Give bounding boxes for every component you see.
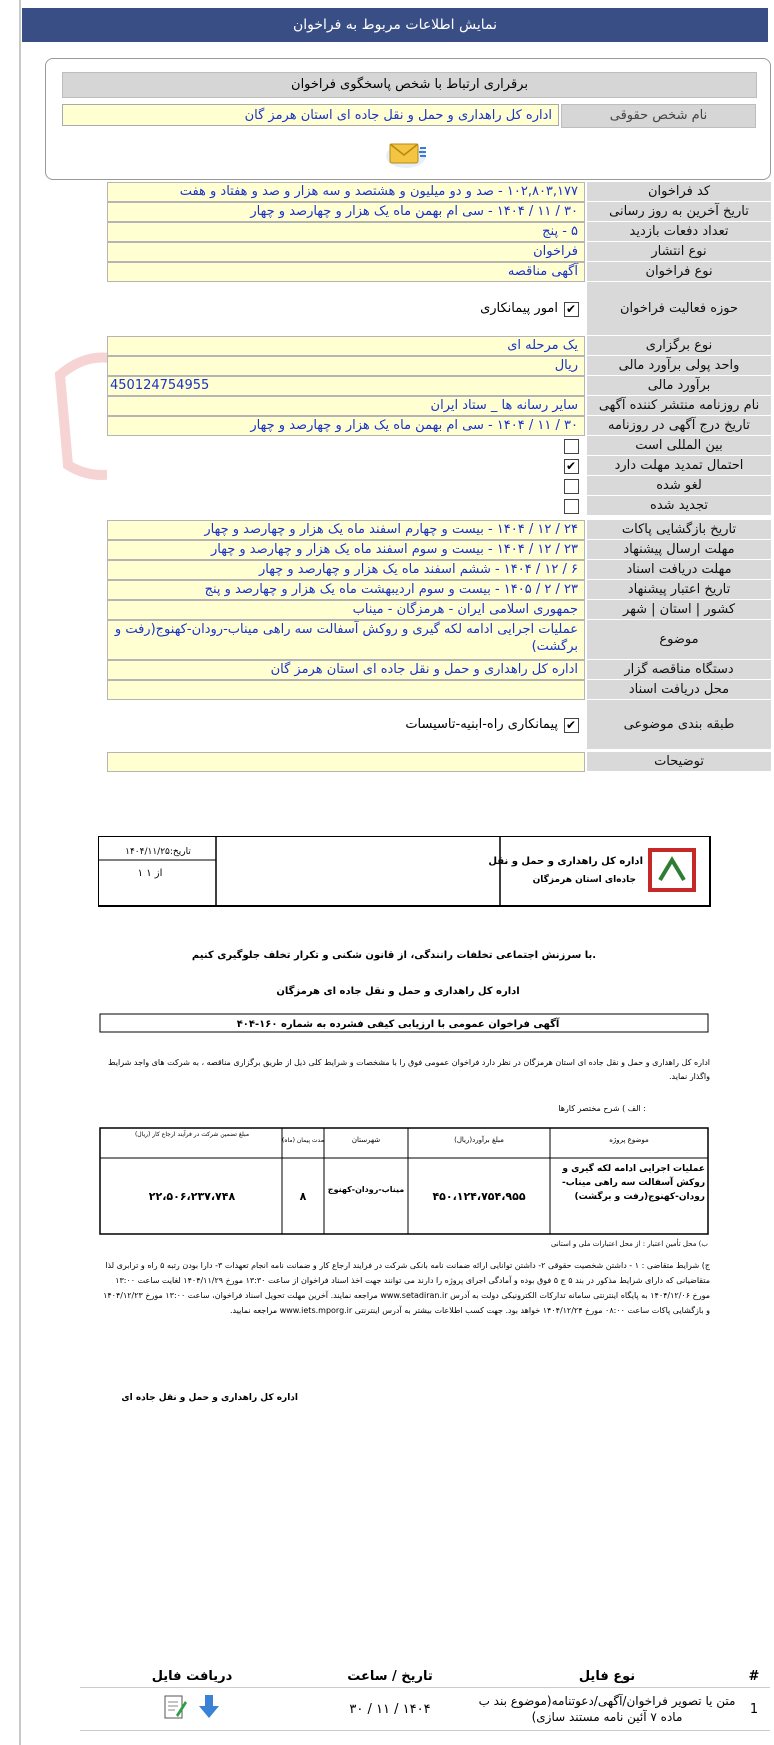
activity-checkbox[interactable] <box>564 302 579 317</box>
international-value <box>107 436 585 456</box>
doc-signature: اداره کل راهداری و حمل و نقل جاده ای <box>121 1393 298 1403</box>
validity-value: ۲۳ / ۲ / ۱۴۰۵ - بیست و سوم اردیبهشت ماه یک هزار و چهارصد و پنج <box>107 580 585 600</box>
description-label: توضیحات <box>587 752 771 772</box>
doc-th-subject: موضوع پروژه <box>609 1136 649 1144</box>
doc-page: ۱ از ۱ <box>137 868 163 879</box>
left-frame-border <box>19 0 21 1745</box>
doc-td-subject: عملیات اجرایی ادامه لکه گیری و روکش آسفالت سه راهی میناب-رودان-کهنوج(رفت و برگشت) <box>562 1164 705 1202</box>
files-table <box>80 1665 770 1731</box>
mail-icon[interactable] <box>384 138 428 173</box>
row-description <box>107 752 771 772</box>
row-extension <box>107 456 771 476</box>
row-cancelled <box>107 476 771 496</box>
activity-value <box>107 282 585 336</box>
international-checkbox[interactable] <box>564 439 579 454</box>
row-publish-type <box>107 242 771 262</box>
cancelled-checkbox[interactable] <box>564 479 579 494</box>
activity-text: امور پیمانکاری <box>480 301 558 316</box>
row-estimate <box>107 376 771 396</box>
organizer-value: اداره کل راهداری و حمل و نقل جاده ای استان هرمز گان <box>107 660 585 680</box>
doc-section-b: ب) محل تأمین اعتبار : از محل اعتبارات ملی و استانی <box>550 1240 708 1248</box>
doc-td-duration: ۸ <box>299 1190 307 1203</box>
files-th-type: نوع فایل <box>476 1665 738 1688</box>
doc-place-value <box>107 680 585 700</box>
cancelled-label: لغو شده <box>587 476 771 496</box>
doc-td-guarantee: ۲۲،۵۰۶،۲۳۷،۷۴۸ <box>148 1190 236 1203</box>
row-holding-type <box>107 336 771 356</box>
currency-value: ریال <box>107 356 585 376</box>
currency-label: واحد پولی برآورد مالی <box>587 356 771 376</box>
code-label: کد فراخوان <box>587 182 771 202</box>
description-value <box>107 752 585 772</box>
row-validity <box>107 580 771 600</box>
row-organizer <box>107 660 771 680</box>
row-last-update <box>107 202 771 222</box>
download-icon[interactable] <box>196 1693 222 1725</box>
renewed-value <box>107 496 585 516</box>
doc-org-line1: اداره کل راهداری و حمل و نقل <box>488 856 643 867</box>
estimate-value: 450124754955 <box>107 376 585 396</box>
doc-notice-title: آگهی فراخوان عمومی با ارزیابی کیفی فشرده به شماره ۱۶۰-۴۰۴ <box>236 1019 560 1030</box>
call-type-label: نوع فراخوان <box>587 262 771 282</box>
cancelled-value <box>107 476 585 496</box>
row-category <box>107 700 771 750</box>
renewed-label: تجدید شده <box>587 496 771 516</box>
doc-deadline-label: مهلت دریافت اسناد <box>587 560 771 580</box>
renewed-checkbox[interactable] <box>564 499 579 514</box>
activity-label: حوزه فعالیت فراخوان <box>587 282 771 336</box>
row-currency <box>107 356 771 376</box>
doc-th-city: شهرستان <box>351 1136 381 1144</box>
files-header-row <box>80 1665 770 1688</box>
row-doc-deadline <box>107 560 771 580</box>
row-subject <box>107 620 771 660</box>
opening-value: ۲۴ / ۱۲ / ۱۴۰۴ - بیست و چهارم اسفند ماه یک هزار و چهارصد و چهار <box>107 520 585 540</box>
contact-value: اداره کل راهداری و حمل و نقل جاده ای استان هرمز گان <box>62 104 559 126</box>
row-doc-place <box>107 680 771 700</box>
row-newspaper <box>107 396 771 416</box>
files-th-download: دریافت فایل <box>80 1665 304 1688</box>
row-international <box>107 436 771 456</box>
org-logo-icon <box>650 850 694 890</box>
extension-value <box>107 456 585 476</box>
doc-th-guarantee: مبلغ تضمین شرکت در فرآیند ارجاع کار (ریال) <box>134 1131 250 1138</box>
holding-type-label: نوع برگزاری <box>587 336 771 356</box>
row-opening <box>107 520 771 540</box>
estimate-label: برآورد مالی <box>587 376 771 396</box>
files-th-date: تاریخ / ساعت <box>304 1665 476 1688</box>
row-submit-deadline <box>107 540 771 560</box>
doc-intro: اداره کل راهداری و حمل و نقل جاده ای استان هرمزگان در نظر دارد فراخوان عمومی فوق را با مشخصات و شرایط کلی ذیل از طریق برگزاری مناقصه ، به شرکت های واجد شرایط واگذار نماید. <box>108 1058 710 1081</box>
location-value: جمهوری اسلامی ایران - هرمزگان - میناب <box>107 600 585 620</box>
doc-td-estimate: ۴۵۰،۱۲۴،۷۵۴،۹۵۵ <box>432 1190 526 1203</box>
row-activity <box>107 282 771 336</box>
code-value: ۱۰۲,۸۰۳,۱۷۷ - صد و دو میلیون و هشتصد و سه هزار و صد و هفتاد و هفت <box>107 182 585 202</box>
newspaper-label: نام روزنامه منتشر کننده آگهی <box>587 396 771 416</box>
newspaper-date-value: ۳۰ / ۱۱ / ۱۴۰۴ - سی ام بهمن ماه یک هزار و چهارصد و چهار <box>107 416 585 436</box>
page-header: نمایش اطلاعات مربوط به فراخوان <box>22 8 768 42</box>
edit-document-icon[interactable] <box>162 1693 188 1725</box>
row-code <box>107 182 771 202</box>
doc-td-city: میناب-رودان-کهنوج <box>327 1185 405 1194</box>
holding-type-value: یک مرحله ای <box>107 336 585 356</box>
row-call-type <box>107 262 771 282</box>
doc-section-a: الف ) شرح مختصر کارها : <box>558 1104 646 1113</box>
newspaper-date-label: تاریخ درج آگهی در روزنامه <box>587 416 771 436</box>
doc-date: تاریخ:۱۴۰۴/۱۱/۲۵ <box>125 847 191 857</box>
file-download-cell <box>80 1688 304 1731</box>
opening-label: تاریخ بازگشایی پاکات <box>587 520 771 540</box>
subject-label: موضوع <box>587 620 771 660</box>
file-num: 1 <box>738 1688 770 1731</box>
files-th-num: # <box>738 1665 770 1688</box>
category-label: طبقه بندی موضوعی <box>587 700 771 750</box>
submit-deadline-value: ۲۳ / ۱۲ / ۱۴۰۴ - بیست و سوم اسفند ماه یک هزار و چهارصد و چهار <box>107 540 585 560</box>
last-update-label: تاریخ آخرین به روز رسانی <box>587 202 771 222</box>
international-label: بین المللی است <box>587 436 771 456</box>
contact-title: برقراری ارتباط با شخص پاسخگوی فراخوان <box>62 72 757 98</box>
validity-label: تاریخ اعتبار پیشنهاد <box>587 580 771 600</box>
row-visits <box>107 222 771 242</box>
doc-section-c: ج) شرایط متقاضی : ۱ - داشتن شخصیت حقوقی ۲- داشتن توانایی ارائه ضمانت نامه بانکی شرکت در فرایند ارجاع کار و ضمانت نامه انجام تعهدات ۳- دارا بودن رتبه ۵ راه و ترابری لذا متقاضیانی که دارای شرایط مذکور در بند ۵ ج ۵ فوق بوده و آمادگی اجرای پروژه را دارند می توانند جهت اخذ اسناد فراخوان از ساعت ۱۳:۳۰ مورخ ۱۴۰۴/۱۱/۲۹ لغایت ساعت ۱۳:۰۰ مورخ ۱۴۰۴/۱۲/۰۶ به پایگاه اینترنتی سامانه تدارکات الکترونیکی دولت به آدرس www.setadiran.ir مراجعه نمایند. آخرین مهلت تحویل اسناد فراخوان، ساعت ۱۳:۰۰ مورخ ۱۴۰۴/۱۲/۲۳ و بازگشایی پاکات ساعت ۰۸:۰۰ مورخ ۱۴۰۴/۱۲/۲۴ خواهد بود. جهت کسب اطلاعات بیشتر به آدرس اینترنتی www.iets.mporg.ir مراجعه نمایید. <box>103 1261 710 1315</box>
row-location <box>107 600 771 620</box>
location-label: کشور | استان | شهر <box>587 600 771 620</box>
publish-type-label: نوع انتشار <box>587 242 771 262</box>
submit-deadline-label: مهلت ارسال پیشنهاد <box>587 540 771 560</box>
visits-label: تعداد دفعات بازدید <box>587 222 771 242</box>
doc-th-estimate: مبلغ برآورد(ریال) <box>454 1136 504 1144</box>
subject-value: عملیات اجرایی ادامه لکه گیری و روکش آسفالت سه راهی میناب-رودان-کهنوج(رفت و برگشت) <box>107 620 585 660</box>
doc-org-title: اداره کل راهداری و حمل و نقل جاده ای هرمزگان <box>276 986 520 997</box>
publish-type-value: فراخوان <box>107 242 585 262</box>
extension-checkbox[interactable] <box>564 459 579 474</box>
newspaper-value: سایر رسانه ها _ ستاد ایران <box>107 396 585 416</box>
extension-label: احتمال تمدید مهلت دارد <box>587 456 771 476</box>
file-date: ۱۴۰۴ / ۱۱ / ۳۰ <box>304 1688 476 1731</box>
doc-th-duration: مدت پیمان (ماه) <box>282 1137 324 1144</box>
last-update-value: ۳۰ / ۱۱ / ۱۴۰۴ - سی ام بهمن ماه یک هزار و چهارصد و چهار <box>107 202 585 222</box>
category-text: پیمانکاری راه-ابنیه-تاسیسات <box>405 717 558 732</box>
category-value <box>107 700 585 750</box>
announcement-document <box>98 836 716 1596</box>
call-type-value: آگهی مناقصه <box>107 262 585 282</box>
doc-deadline-value: ۶ / ۱۲ / ۱۴۰۴ - ششم اسفند ماه یک هزار و چهارصد و چهار <box>107 560 585 580</box>
doc-place-label: محل دریافت اسناد <box>587 680 771 700</box>
file-type: متن یا تصویر فراخوان/آگهی/دعوتنامه(موضوع بند ب ماده ۷ آئین نامه مستند سازی) <box>476 1688 738 1731</box>
row-newspaper-date <box>107 416 771 436</box>
organizer-label: دستگاه مناقصه گزار <box>587 660 771 680</box>
visits-value: ۵ - پنج <box>107 222 585 242</box>
row-renewed <box>107 496 771 516</box>
doc-org-line2: جاده‌ای استان هرمزگان <box>532 875 636 885</box>
files-row <box>80 1688 770 1731</box>
doc-slogan: با سرزنش اجتماعی تخلفات رانندگی، از قانون شکنی و تکرار تخلف جلوگیری کنیم. <box>191 950 597 961</box>
category-checkbox[interactable] <box>564 718 579 733</box>
contact-label: نام شخص حقوقی <box>561 104 756 128</box>
